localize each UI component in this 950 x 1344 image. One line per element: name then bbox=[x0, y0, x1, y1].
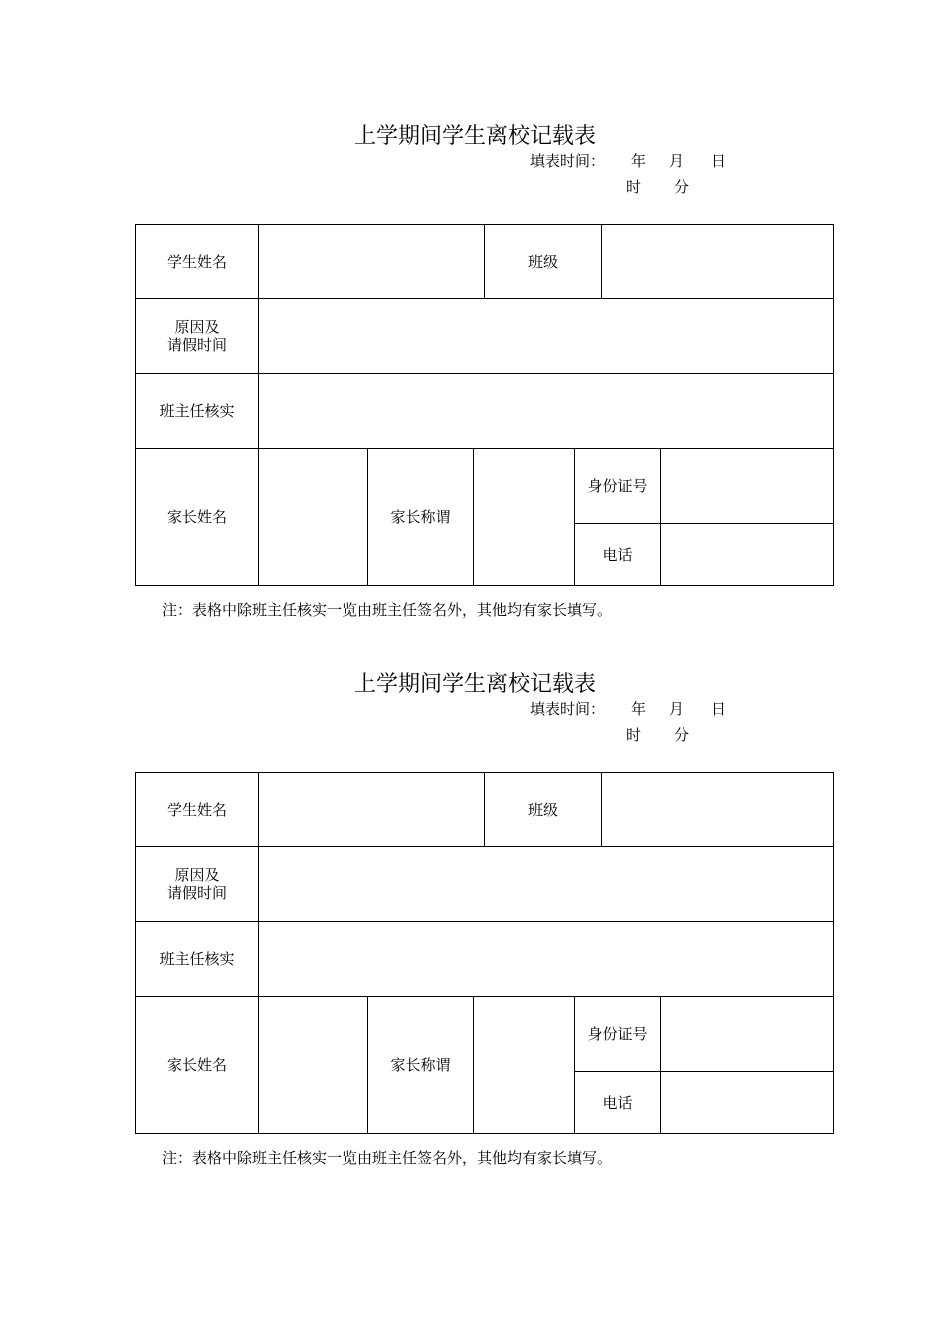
form-note: 注：表格中除班主任核实一览由班主任签名外，其他均有家长填写。 bbox=[162, 1149, 613, 1167]
parent-name-label: 家长姓名 bbox=[166, 508, 227, 526]
form-title: 上学期间学生离校记载表 bbox=[353, 672, 596, 697]
reason-field[interactable] bbox=[259, 847, 833, 921]
teacher-verify-field[interactable] bbox=[259, 374, 833, 448]
fill-time-minute: 分 bbox=[674, 726, 690, 744]
fill-time-day: 日 bbox=[711, 700, 727, 718]
fill-time-year: 年 bbox=[631, 152, 647, 170]
fill-time-label: 填表时间： bbox=[530, 700, 606, 718]
reason-label bbox=[136, 299, 258, 373]
reason-label-line1: 原因及 bbox=[174, 866, 220, 884]
form-note: 注：表格中除班主任核实一览由班主任签名外，其他均有家长填写。 bbox=[162, 601, 613, 619]
id-number-label: 身份证号 bbox=[587, 477, 648, 495]
reason-label-line1: 原因及 bbox=[174, 318, 220, 336]
form-title: 上学期间学生离校记载表 bbox=[353, 124, 596, 149]
phone-label: 电话 bbox=[602, 1093, 633, 1112]
parent-name-field[interactable] bbox=[259, 449, 367, 585]
reason-field[interactable] bbox=[259, 299, 833, 373]
fill-time-hour: 时 bbox=[626, 178, 642, 196]
teacher-verify-field[interactable] bbox=[259, 922, 833, 996]
reason-label-line2: 请假时间 bbox=[166, 884, 227, 902]
fill-time-year: 年 bbox=[631, 700, 647, 718]
leave-table bbox=[135, 224, 834, 586]
class-field[interactable] bbox=[602, 225, 833, 298]
fill-time-month: 月 bbox=[669, 152, 685, 170]
phone-label: 电话 bbox=[602, 545, 633, 564]
fill-time-minute: 分 bbox=[674, 178, 690, 196]
class-label: 班级 bbox=[527, 252, 558, 271]
parent-relation-label: 家长称谓 bbox=[390, 1056, 451, 1074]
id-number-field[interactable] bbox=[661, 997, 833, 1071]
fill-time-month: 月 bbox=[669, 700, 685, 718]
parent-relation-field[interactable] bbox=[474, 997, 574, 1133]
fill-time-label: 填表时间： bbox=[530, 152, 606, 170]
teacher-verify-label: 班主任核实 bbox=[159, 950, 235, 968]
id-number-field[interactable] bbox=[661, 449, 833, 523]
parent-relation-label: 家长称谓 bbox=[390, 508, 451, 526]
class-label: 班级 bbox=[527, 800, 558, 819]
student-name-label: 学生姓名 bbox=[166, 800, 227, 819]
student-name-field[interactable] bbox=[259, 773, 484, 846]
parent-name-label: 家长姓名 bbox=[166, 1056, 227, 1074]
phone-field[interactable] bbox=[661, 524, 833, 585]
reason-label bbox=[136, 847, 258, 921]
class-field[interactable] bbox=[602, 773, 833, 846]
leave-table bbox=[135, 772, 834, 1134]
parent-name-field[interactable] bbox=[259, 997, 367, 1133]
fill-time-hour: 时 bbox=[626, 726, 642, 744]
teacher-verify-label: 班主任核实 bbox=[159, 402, 235, 420]
parent-relation-field[interactable] bbox=[474, 449, 574, 585]
id-number-label: 身份证号 bbox=[587, 1025, 648, 1043]
student-name-label: 学生姓名 bbox=[166, 252, 227, 271]
fill-time-day: 日 bbox=[711, 152, 727, 170]
reason-label-line2: 请假时间 bbox=[166, 336, 227, 354]
student-name-field[interactable] bbox=[259, 225, 484, 298]
phone-field[interactable] bbox=[661, 1072, 833, 1133]
